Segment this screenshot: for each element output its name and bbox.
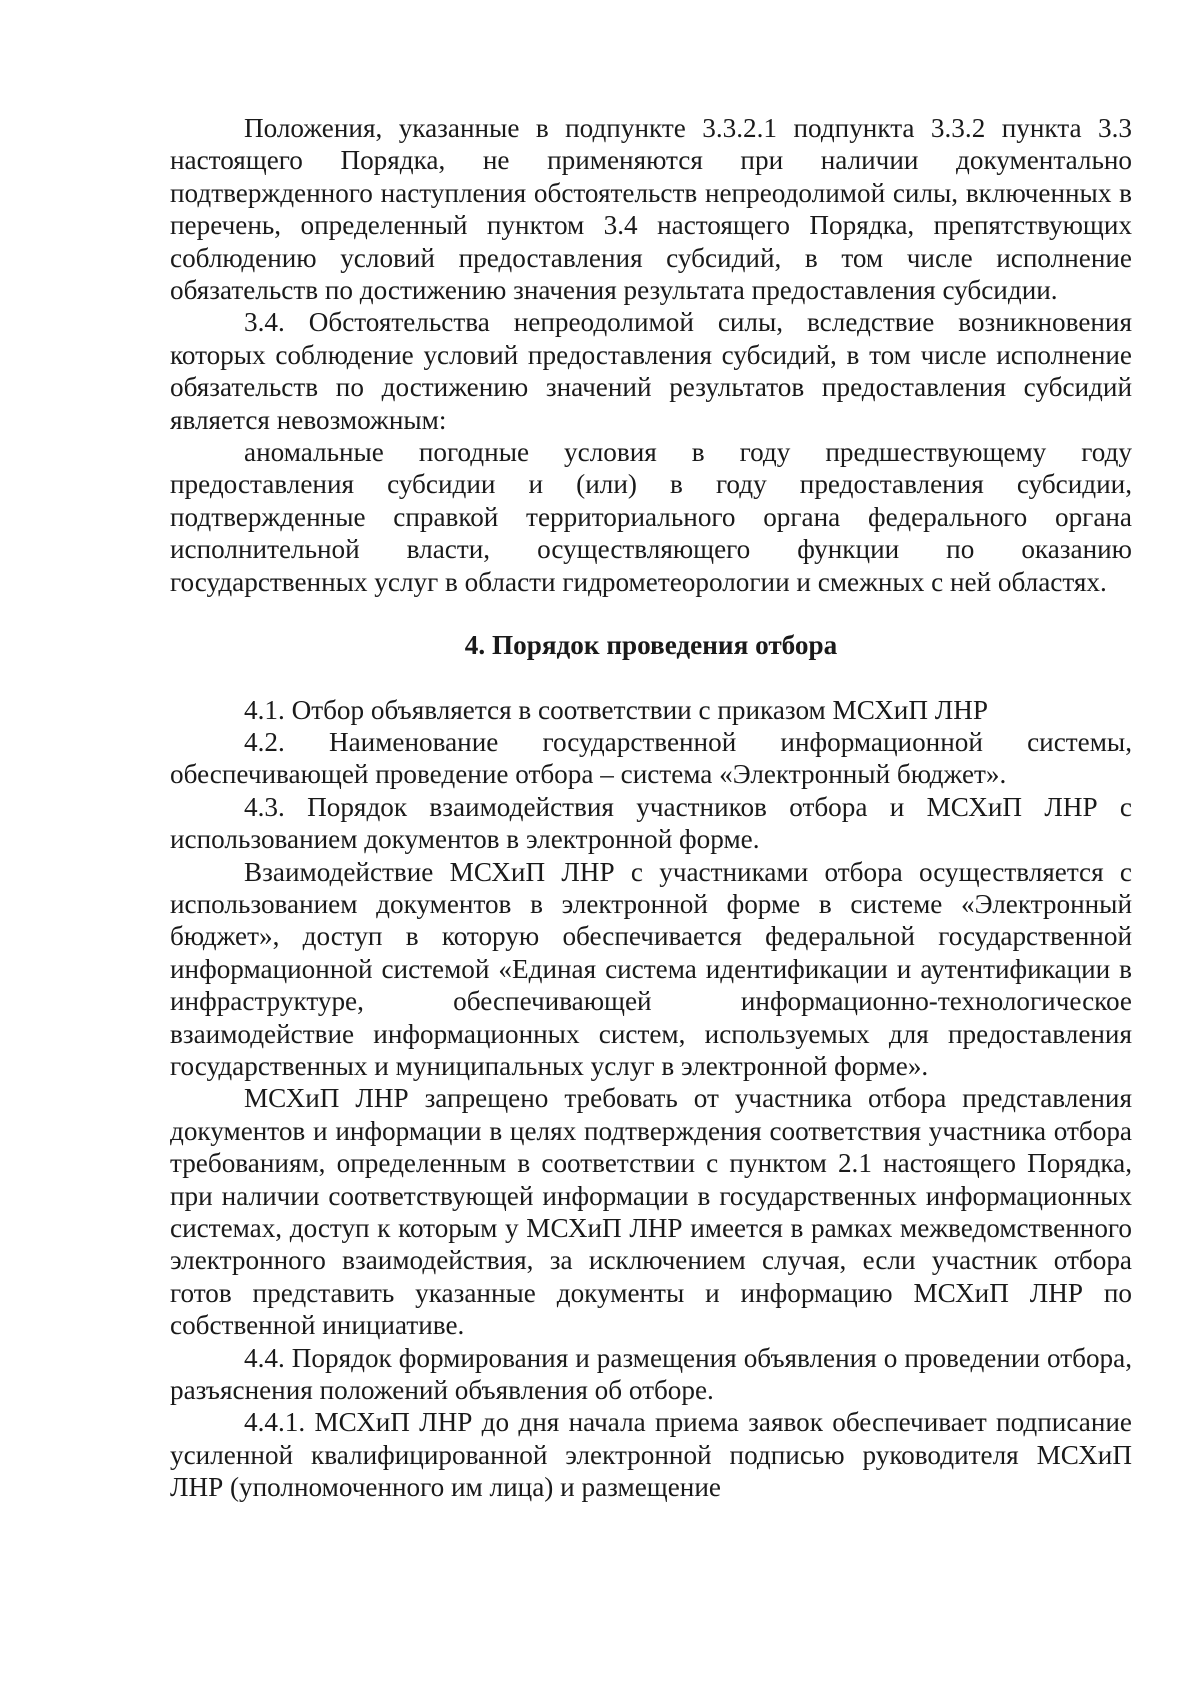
document-page bbox=[170, 112, 1132, 1504]
paragraph-prohibition: МСХиП ЛНР запрещено требовать от участника отбора представления документов и информации в целях подтверждения соответствия участника отбора требованиям, определенным в соответствии с пунктом 2.1 настоящего Порядка, при наличии соответствующей информации в государственных информационных системах, доступ к которым у МСХиП ЛНР имеется в рамках межведомственного электронного взаимодействия, за исключением случая, если участник отбора готов представить указанные документы и информацию МСХиП ЛНР по собственной инициативе. bbox=[170, 1083, 1132, 1341]
paragraph-3-4: 3.4. Обстоятельства непреодолимой силы, вследствие возникновения которых соблюдение условий предоставления субсидий, в том числе исполнение обязательств по достижению значений результатов предоставления субсидий является невозможным: bbox=[170, 307, 1132, 435]
section-heading: 4. Порядок проведения отбора bbox=[464, 630, 838, 661]
paragraph-4-4: 4.4. Порядок формирования и размещения объявления о проведении отбора, разъяснения положений объявления об отборе. bbox=[170, 1342, 1132, 1406]
paragraph-weather-conditions: аномальные погодные условия в году предшествующему году предоставления субсидии и (или) в году предоставления субсидии, подтвержденные справкой территориального органа федерального органа исполнительной власти, осуществляющего функции по оказанию государственных услуг в области гидрометеорологии и смежных с ней областях. bbox=[170, 437, 1132, 597]
paragraph-4-2: 4.2. Наименование государственной информационной системы, обеспечивающей проведение отбора – система «Электронный бюджет». bbox=[170, 726, 1132, 790]
paragraph-4-1: 4.1. Отбор объявляется в соответствии с приказом МСХиП ЛНР bbox=[244, 694, 988, 725]
paragraph-force-majeure-exemption: Положения, указанные в подпункте 3.3.2.1 подпункта 3.3.2 пункта 3.3 настоящего Порядка, не применяются при наличии документально подтвержденного наступления обстоятельств непреодолимой силы, включенных в перечень, определенный пунктом 3.4 настоящего Порядка, препятствующих соблюдению условий предоставления субсидий, в том числе исполнение обязательств по достижению значения результата предоставления субсидии. bbox=[170, 113, 1132, 306]
paragraph-4-3: 4.3. Порядок взаимодействия участников отбора и МСХиП ЛНР с использованием документов в электронной форме. bbox=[170, 791, 1132, 855]
paragraph-4-4-1: 4.4.1. МСХиП ЛНР до дня начала приема заявок обеспечивает подписание усиленной квалифицированной электронной подписью руководителя МСХиП ЛНР (уполномоченного им лица) и размещение bbox=[170, 1407, 1132, 1503]
paragraph-interaction: Взаимодействие МСХиП ЛНР с участниками отбора осуществляется с использованием документов в электронной форме в системе «Электронный бюджет», доступ в которую обеспечивается федеральной государственной информационной системой «Единая система идентификации и аутентификации в инфраструктуре, обеспечивающей информационно-технологическое взаимодействие информационных систем, используемых для предоставления государственных и муниципальных услуг в электронной форме». bbox=[170, 856, 1132, 1081]
